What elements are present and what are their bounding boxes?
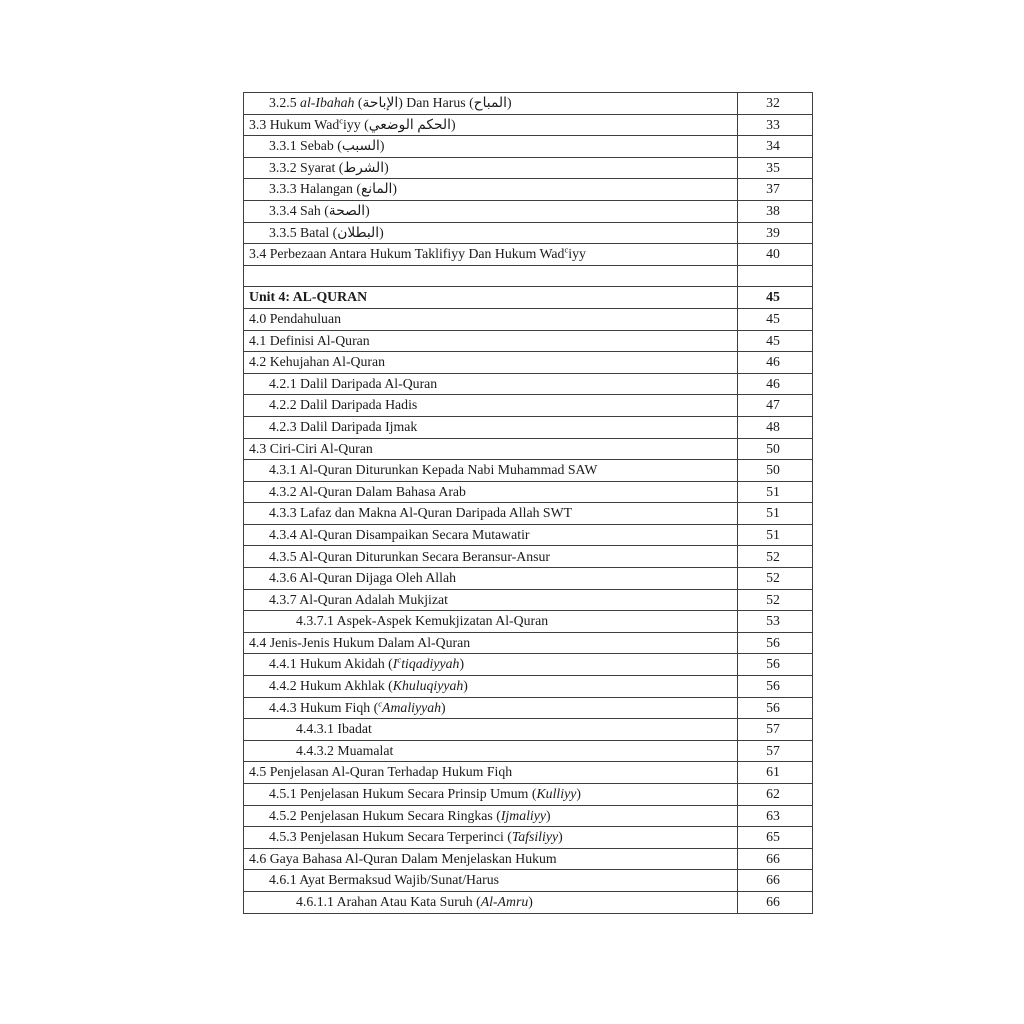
toc-entry-label: 4.3 Ciri-Ciri Al-Quran — [244, 438, 738, 460]
page-number-cell: 66 — [738, 848, 813, 870]
table-row — [244, 200, 813, 222]
table-row — [244, 654, 813, 676]
toc-entry-label: 4.2.2 Dalil Daripada Hadis — [244, 395, 738, 417]
page-number-cell: 53 — [738, 611, 813, 633]
page-number-cell: 40 — [738, 244, 813, 266]
table-row — [244, 287, 813, 309]
page-number-cell: 50 — [738, 460, 813, 482]
toc-entry-label: 4.3.7 Al-Quran Adalah Mukjizat — [244, 589, 738, 611]
page-number-cell: 56 — [738, 632, 813, 654]
toc-entry-label: 4.6.1.1 Arahan Atau Kata Suruh (Al-Amru) — [244, 891, 738, 913]
table-row — [244, 373, 813, 395]
page-number-cell: 61 — [738, 762, 813, 784]
page-number-cell: 65 — [738, 827, 813, 849]
toc-entry-label: 3.2.5 al-Ibahah (الإباحة) Dan Harus (المباح) — [244, 93, 738, 115]
toc-entry-label: Unit 4: AL-QURAN — [244, 287, 738, 309]
page-number-cell: 57 — [738, 719, 813, 741]
page-number-cell: 51 — [738, 524, 813, 546]
toc-entry-label: 4.2 Kehujahan Al-Quran — [244, 352, 738, 374]
table-row — [244, 762, 813, 784]
table-row — [244, 568, 813, 590]
toc-entry-label: 4.3.7.1 Aspek-Aspek Kemukjizatan Al-Quran — [244, 611, 738, 633]
toc-entry-label: 4.4.3.1 Ibadat — [244, 719, 738, 741]
page-number-cell: 51 — [738, 503, 813, 525]
table-row — [244, 676, 813, 698]
table-row — [244, 179, 813, 201]
page-number-cell: 45 — [738, 308, 813, 330]
toc-entry-label: 3.3.5 Batal (البطلان) — [244, 222, 738, 244]
page-number-cell: 37 — [738, 179, 813, 201]
toc-entry-label: 4.1 Definisi Al-Quran — [244, 330, 738, 352]
table-row — [244, 136, 813, 158]
page-number-cell: 50 — [738, 438, 813, 460]
toc-table-body — [244, 93, 813, 914]
table-row — [244, 352, 813, 374]
table-row — [244, 805, 813, 827]
toc-entry-label: 4.4.3 Hukum Fiqh ($^c$Amaliyyah) — [244, 697, 738, 719]
page-number-cell: 47 — [738, 395, 813, 417]
toc-entry-label: 3.3.3 Halangan (المانع) — [244, 179, 738, 201]
toc-entry-label: 4.4 Jenis-Jenis Hukum Dalam Al-Quran — [244, 632, 738, 654]
page-number-cell: 39 — [738, 222, 813, 244]
table-row — [244, 308, 813, 330]
page-number-cell: 46 — [738, 373, 813, 395]
table-row — [244, 244, 813, 266]
page-number-cell: 56 — [738, 697, 813, 719]
page-number-cell: 56 — [738, 654, 813, 676]
document-page — [243, 92, 812, 914]
table-row — [244, 93, 813, 115]
table-row — [244, 870, 813, 892]
toc-entry-label: 4.2.3 Dalil Daripada Ijmak — [244, 416, 738, 438]
toc-entry-label: 4.2.1 Dalil Daripada Al-Quran — [244, 373, 738, 395]
page-number-cell: 52 — [738, 546, 813, 568]
page-number-cell: 45 — [738, 330, 813, 352]
table-row — [244, 827, 813, 849]
toc-entry-label: 4.4.2 Hukum Akhlak (Khuluqiyyah) — [244, 676, 738, 698]
page-number-cell: 35 — [738, 157, 813, 179]
toc-entry-label: 3.3.4 Sah (الصحة) — [244, 200, 738, 222]
table-row — [244, 222, 813, 244]
table-row — [244, 719, 813, 741]
page-number-cell — [738, 265, 813, 287]
toc-entry-label: 4.3.4 Al-Quran Disampaikan Secara Mutawatir — [244, 524, 738, 546]
page-number-cell: 38 — [738, 200, 813, 222]
table-row — [244, 265, 813, 287]
toc-entry-label: 3.4 Perbezaan Antara Hukum Taklifiyy Dan Hukum Wad$^c$iyy — [244, 244, 738, 266]
page-number-cell: 52 — [738, 568, 813, 590]
toc-entry-label: 3.3.1 Sebab (السبب) — [244, 136, 738, 158]
table-row — [244, 524, 813, 546]
toc-entry-label — [244, 265, 738, 287]
table-row — [244, 697, 813, 719]
page-number-cell: 57 — [738, 740, 813, 762]
table-row — [244, 546, 813, 568]
table-row — [244, 438, 813, 460]
toc-entry-label: 4.4.1 Hukum Akidah $(I^ctiqadiyyah)$ — [244, 654, 738, 676]
page-number-cell: 66 — [738, 891, 813, 913]
page-number-cell: 66 — [738, 870, 813, 892]
table-row — [244, 589, 813, 611]
table-row — [244, 460, 813, 482]
table-row — [244, 848, 813, 870]
page-number-cell: 52 — [738, 589, 813, 611]
toc-entry-label: 4.3.1 Al-Quran Diturunkan Kepada Nabi Muhammad SAW — [244, 460, 738, 482]
table-row — [244, 632, 813, 654]
toc-entry-label: 4.3.5 Al-Quran Diturunkan Secara Beransur-Ansur — [244, 546, 738, 568]
page-number-cell: 48 — [738, 416, 813, 438]
table-row — [244, 157, 813, 179]
toc-entry-label: 4.5.2 Penjelasan Hukum Secara Ringkas (Ijmaliyy) — [244, 805, 738, 827]
toc-entry-label: 4.3.2 Al-Quran Dalam Bahasa Arab — [244, 481, 738, 503]
page-number-cell: 46 — [738, 352, 813, 374]
table-row — [244, 114, 813, 136]
toc-entry-label: 3.3.2 Syarat (الشرط) — [244, 157, 738, 179]
page-number-cell: 51 — [738, 481, 813, 503]
table-row — [244, 784, 813, 806]
toc-entry-label: 4.4.3.2 Muamalat — [244, 740, 738, 762]
toc-entry-label: 4.5.3 Penjelasan Hukum Secara Terperinci (Tafsiliyy) — [244, 827, 738, 849]
toc-entry-label: 3.3 Hukum Wad$^c$iyy (الحكم الوضعي) — [244, 114, 738, 136]
table-row — [244, 330, 813, 352]
page-number-cell: 32 — [738, 93, 813, 115]
table-row — [244, 891, 813, 913]
page-number-cell: 56 — [738, 676, 813, 698]
page-number-cell: 62 — [738, 784, 813, 806]
page-number-cell: 34 — [738, 136, 813, 158]
toc-entry-label: 4.3.3 Lafaz dan Makna Al-Quran Daripada Allah SWT — [244, 503, 738, 525]
page-number-cell: 63 — [738, 805, 813, 827]
toc-entry-label: 4.6.1 Ayat Bermaksud Wajib/Sunat/Harus — [244, 870, 738, 892]
page-number-cell: 33 — [738, 114, 813, 136]
table-row — [244, 395, 813, 417]
table-row — [244, 416, 813, 438]
table-row — [244, 740, 813, 762]
toc-entry-label: 4.5 Penjelasan Al-Quran Terhadap Hukum Fiqh — [244, 762, 738, 784]
table-row — [244, 611, 813, 633]
page-number-cell: 45 — [738, 287, 813, 309]
table-row — [244, 481, 813, 503]
table-row — [244, 503, 813, 525]
toc-entry-label: 4.5.1 Penjelasan Hukum Secara Prinsip Umum (Kulliyy) — [244, 784, 738, 806]
toc-entry-label: 4.0 Pendahuluan — [244, 308, 738, 330]
toc-entry-label: 4.6 Gaya Bahasa Al-Quran Dalam Menjelaskan Hukum — [244, 848, 738, 870]
toc-table — [243, 92, 813, 914]
toc-entry-label: 4.3.6 Al-Quran Dijaga Oleh Allah — [244, 568, 738, 590]
